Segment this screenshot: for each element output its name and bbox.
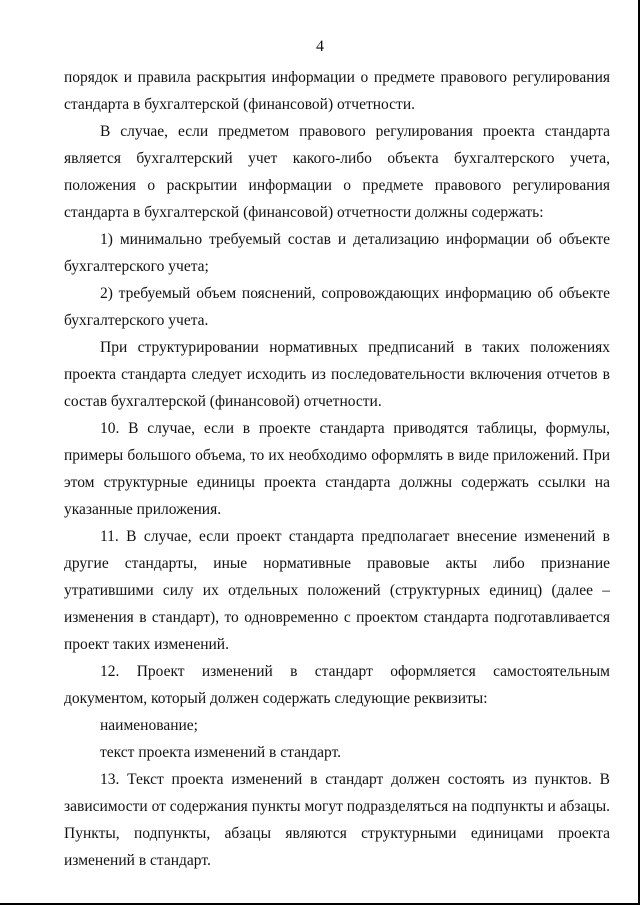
- paragraph-6: 10. В случае, если в проекте стандарта приводятся таблицы, формулы, примеры большого объема, то их необходимо оформлять в виде приложений. При этом структурные единицы проекта стандарта должны содержать ссылки на указанные приложения.: [64, 420, 610, 518]
- paragraph-11: 13. Текст проекта изменений в стандарт должен состоять из пунктов. В зависимости от содержания пункты могут подразделяться на подпункты и абзацы. Пункты, подпункты, абзацы являются структурными единицами проекта изменений в стандарт.: [64, 771, 610, 869]
- paragraph-8: 12. Проект изменений в стандарт оформляется самостоятельным документом, который должен содержать следующие реквизиты:: [64, 663, 610, 707]
- paragraph-5: При структурировании нормативных предписаний в таких положениях проекта стандарта следует исходить из последовательности включения отчетов в состав бухгалтерской (финансовой) отчетности.: [64, 339, 610, 410]
- page-number: 4: [316, 38, 324, 55]
- paragraph-10: текст проекта изменений в стандарт.: [100, 744, 342, 761]
- paragraph-7: 11. В случае, если проект стандарта предполагает внесение изменений в другие стандарты, иные нормативные правовые акты либо признание утратившими силу их отдельных положений (структурных единиц) (далее – изменения в стандарт), то одновременно с проектом стандарта подготавливается проект таких изменений.: [64, 528, 610, 653]
- paragraph-4: 2) требуемый объем пояснений, сопровождающих информацию об объекте бухгалтерского учета.: [64, 285, 610, 329]
- document-body: [64, 64, 610, 874]
- paragraph-9: наименование;: [100, 717, 198, 734]
- paragraph-2: В случае, если предметом правового регулирования проекта стандарта является бухгалтерский учет какого-либо объекта бухгалтерского учета, положения о раскрытии информации о предмете правового регулирования стандарта в бухгалтерской (финансовой) отчетности должны содержать:: [64, 123, 610, 221]
- paragraph-1: порядок и правила раскрытия информации о предмете правового регулирования стандарта в бухгалтерской (финансовой) отчетности.: [64, 69, 610, 113]
- paragraph-3: 1) минимально требуемый состав и детализацию информации об объекте бухгалтерского учета;: [64, 231, 610, 275]
